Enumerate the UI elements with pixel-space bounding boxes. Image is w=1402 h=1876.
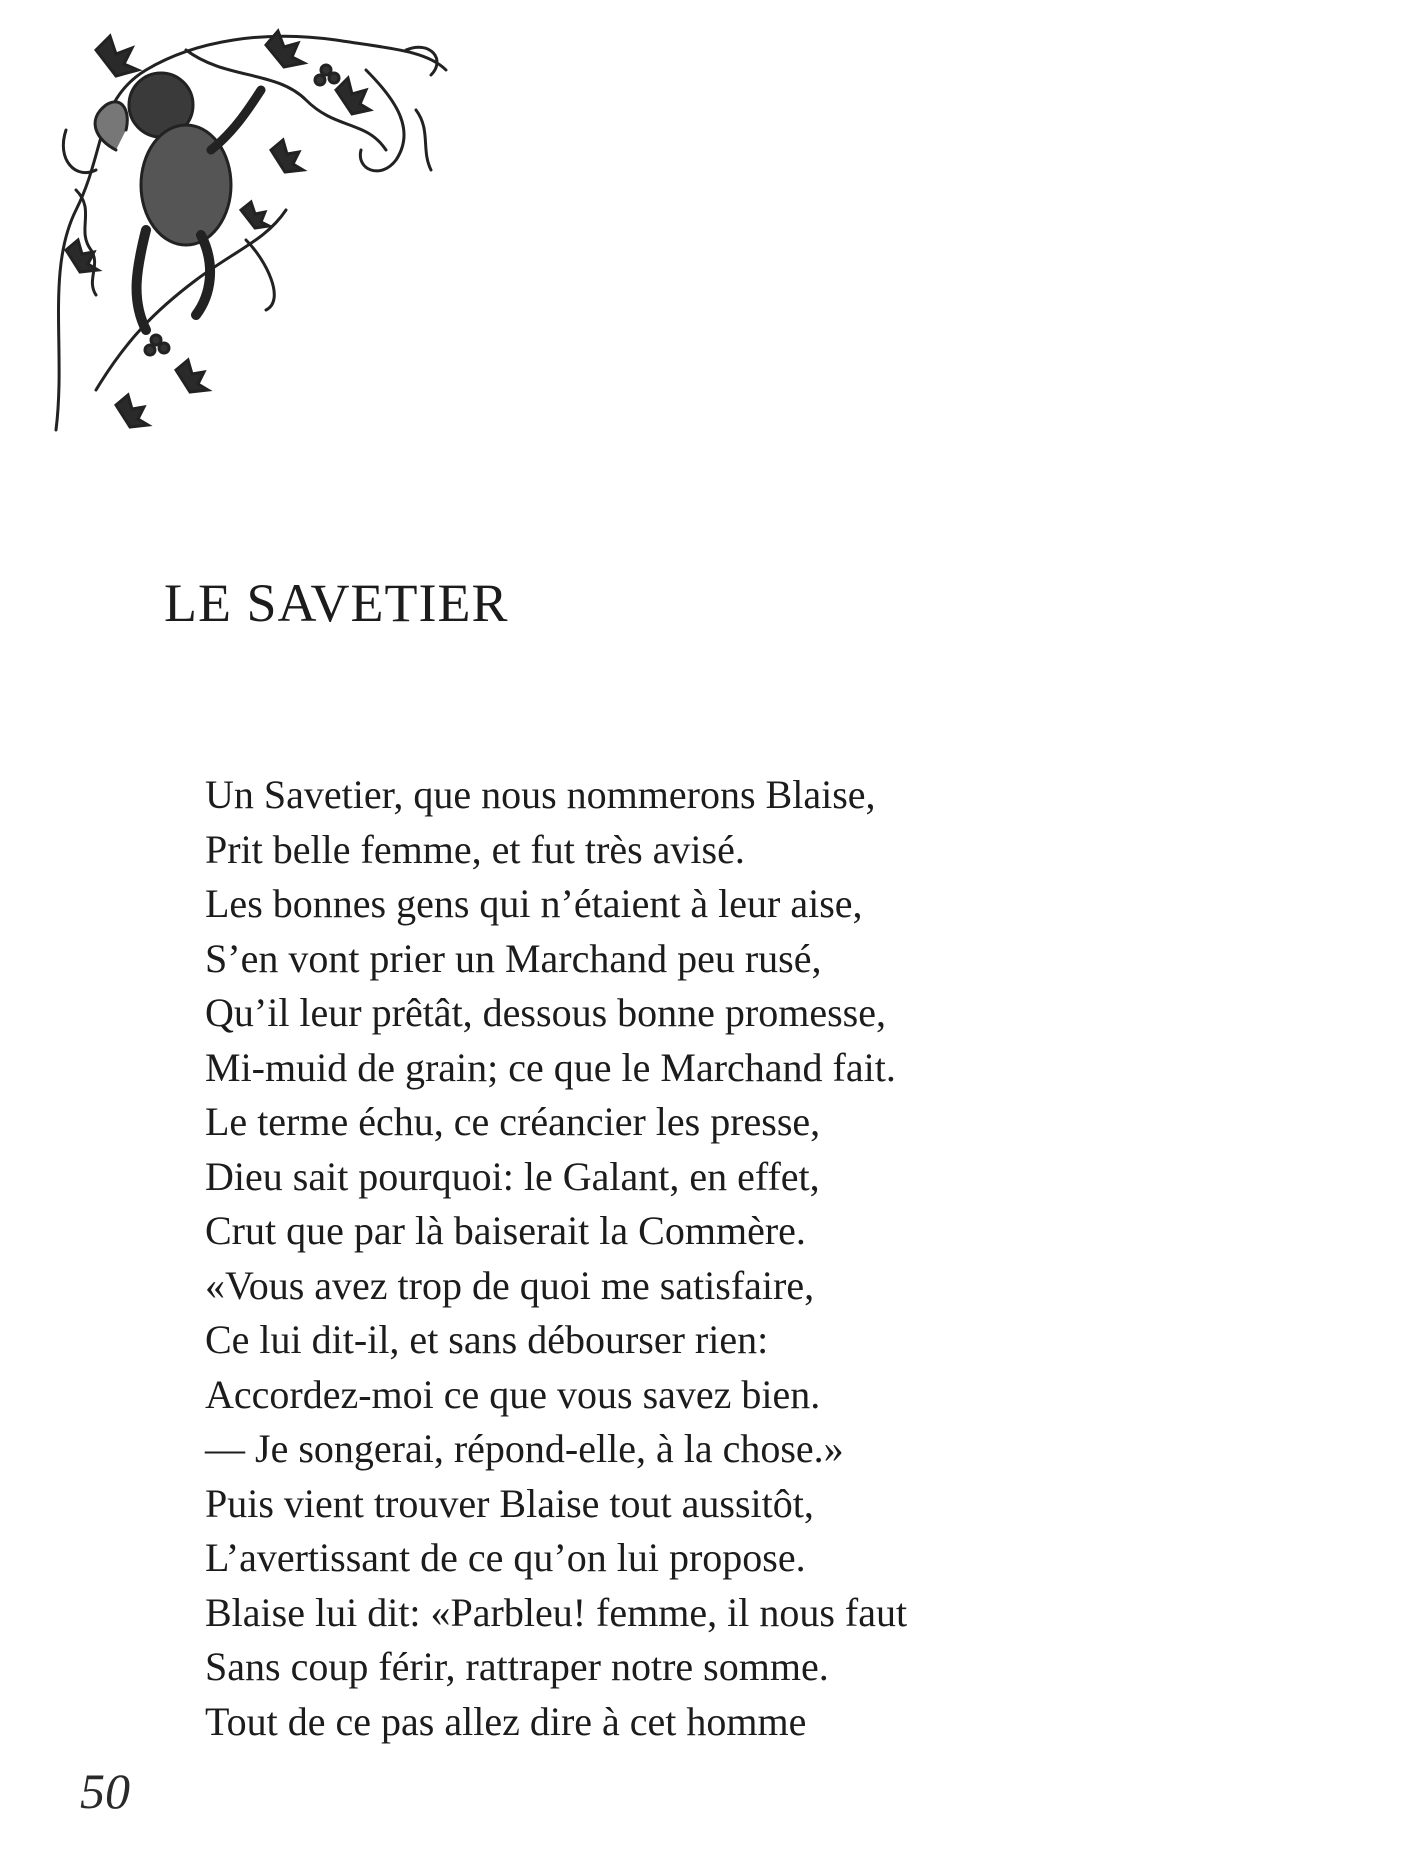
poem-line: Accordez-moi ce que vous savez bien. — [205, 1371, 821, 1417]
poem-line: Tout de ce pas allez dire à cet homme — [205, 1698, 807, 1744]
poem-line: Blaise lui dit: «Parbleu! femme, il nous faut — [205, 1589, 908, 1635]
cherub-vine-ornament-icon — [36, 10, 456, 455]
poem-line: Crut que par là baiserait la Commère. — [205, 1208, 806, 1253]
poem-line: Un Savetier, que nous nommerons Blaise, — [205, 772, 876, 817]
poem-line: Le terme échu, ce créancier les presse, — [205, 1099, 821, 1144]
poem-line: Les bonnes gens qui n’étaient à leur aise, — [205, 881, 863, 926]
poem-line: Qu’il leur prêtât, dessous bonne promesse, — [205, 990, 886, 1035]
poem-line: Sans coup férir, rattraper notre somme. — [205, 1644, 829, 1689]
poem-body — [205, 768, 1205, 1749]
poem-line: L’avertissant de ce qu’on lui propose. — [205, 1535, 806, 1580]
poem-line: Prit belle femme, et fut très avisé. — [205, 826, 745, 872]
poem-line: — Je songerai, répond-elle, à la chose.» — [205, 1426, 844, 1471]
page-number: 50 — [80, 1763, 130, 1819]
poem-line: S’en vont prier un Marchand peu rusé, — [205, 935, 822, 981]
poem-line: «Vous avez trop de quoi me satisfaire, — [205, 1262, 815, 1308]
poem-line: Mi-muid de grain; ce que le Marchand fait. — [205, 1044, 896, 1090]
poem-line: Puis vient trouver Blaise tout aussitôt, — [205, 1480, 814, 1526]
poem-title: LE SAVETIER — [164, 573, 509, 633]
poem-line: Ce lui dit-il, et sans débourser rien: — [205, 1317, 769, 1362]
poem-line: Dieu sait pourquoi: le Galant, en effet, — [205, 1153, 820, 1199]
